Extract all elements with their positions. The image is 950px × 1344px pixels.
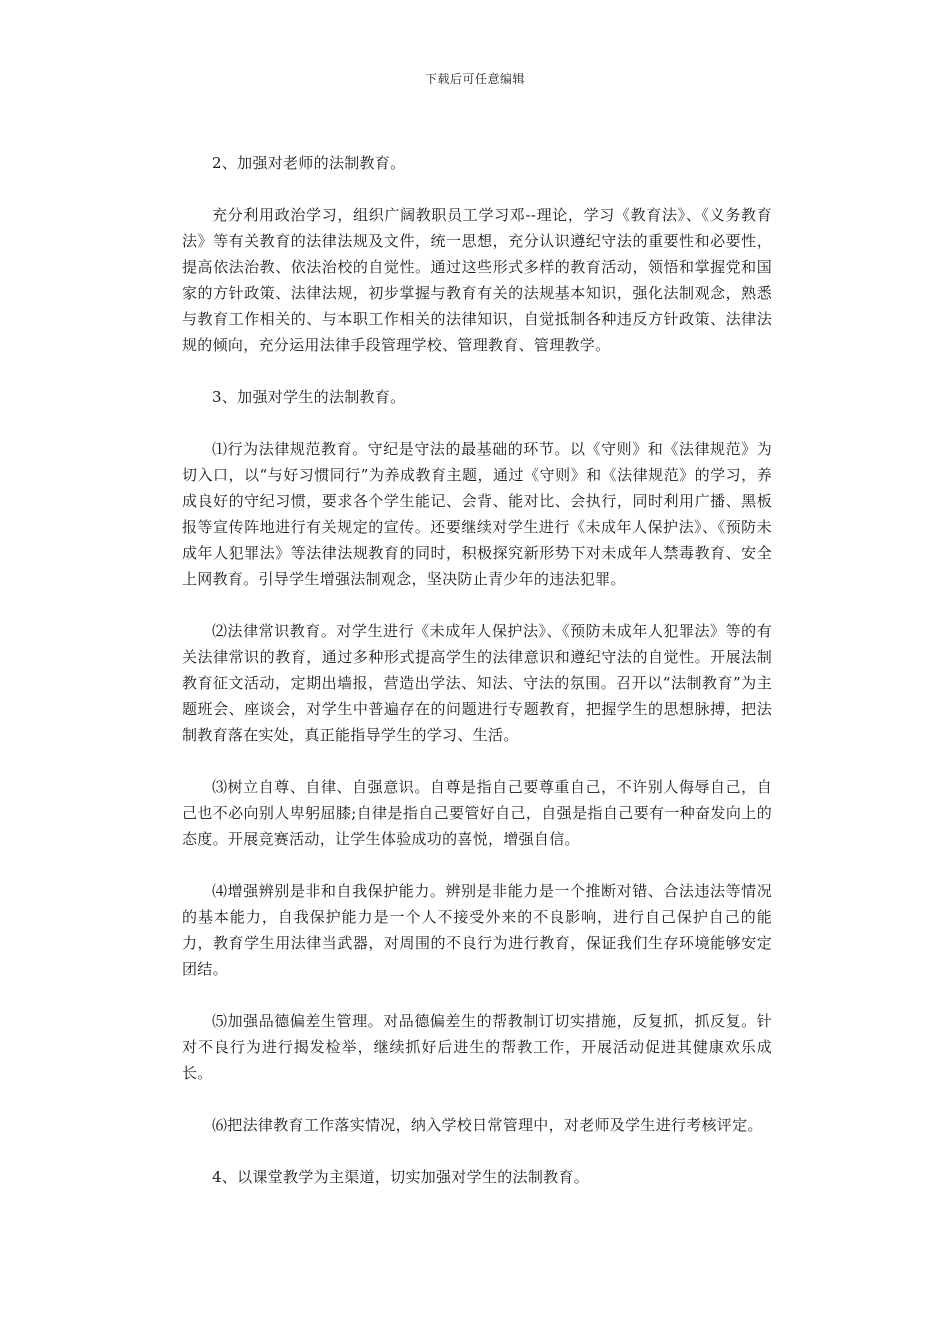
paragraph-daily-management: ⑹把法律教育工作落实情况，纳入学校日常管理中，对老师及学生进行考核评定。 — [212, 1116, 763, 1134]
paragraph-self-protection: ⑷增强辨别是非和自我保护能力。辨别是非能力是一个推断对错、合法违法等情况的基本能力，自我保护能力是一个人不接受外来的不良影响，进行自己保护自己的能力，教育学生用法律当武器，对周围的不良行为进行教育，保证我们生存环境能够安定团结。 — [182, 882, 772, 978]
section-heading-student-education: 3、加强对学生的法制教育。 — [212, 388, 406, 406]
paragraph-legal-knowledge: ⑵法律常识教育。对学生进行《未成年人保护法》、《预防未成年人犯罪法》等的有关法律常识的教育，通过多种形式提高学生的法律意识和遵纪守法的自觉性。开展法制教育征文活动，定期出墙报，营造出学法、知法、守法的氛围。召开以“法制教育”为主题班会、座谈会，对学生中普遍存在的问题进行专题教育，把握学生的思想脉搏，把法制教育落在实处，真正能指导学生的学习、生活。 — [182, 622, 772, 744]
paragraph-moral-management: ⑸加强品德偏差生管理。对品德偏差生的帮教制订切实措施，反复抓，抓反复。针对不良行为进行揭发检举，继续抓好后进生的帮教工作，开展活动促进其健康欢乐成长。 — [182, 1012, 772, 1082]
paragraph-teacher-study: 充分利用政治学习，组织广阔教职员工学习邓--理论，学习《教育法》、《义务教育法》等有关教育的法律法规及文件，统一思想，充分认识遵纪守法的重要性和必要性，提高依法治教、依法治校的自觉性。通过这些形式多样的教育活动，领悟和掌握党和国家的方针政策、法律法规，初步掌握与教育有关的法规基本知识，强化法制观念，熟悉与教育工作相关的、与本职工作相关的法律知识，自觉抵制各种违反方针政策、法律法规的倾向，充分运用法律手段管理学校、管理教育、管理教学。 — [182, 206, 772, 354]
section-heading-classroom-teaching: 4、以课堂教学为主渠道，切实加强对学生的法制教育。 — [212, 1168, 590, 1186]
page-header: 下载后可任意编辑 — [424, 72, 525, 86]
paragraph-behavior-norms: ⑴行为法律规范教育。守纪是守法的最基础的环节。以《守则》和《法律规范》为切入口，以“与好习惯同行”为养成教育主题，通过《守则》和《法律规范》的学习，养成良好的守纪习惯，要求各个学生能记、会背、能对比、会执行，同时利用广播、黑板报等宣传阵地进行有关规定的宣传。还要继续对学生进行《未成年人保护法》、《预防未成年人犯罪法》等法律法规教育的同时，积极探究新形势下对未成年人禁毒教育、安全上网教育。引导学生增强法制观念，坚决防止青少年的违法犯罪。 — [182, 440, 772, 588]
document-body — [182, 150, 772, 1216]
section-heading-teacher-education: 2、加强对老师的法制教育。 — [212, 154, 406, 172]
paragraph-self-respect: ⑶树立自尊、自律、自强意识。自尊是指自己要尊重自己，不许别人侮辱自己，自己也不必向别人卑躬屈膝;自律是指自己要管好自己，自强是指自己要有一种奋发向上的态度。开展竞赛活动，让学生体验成功的喜悦，增强自信。 — [182, 778, 772, 848]
